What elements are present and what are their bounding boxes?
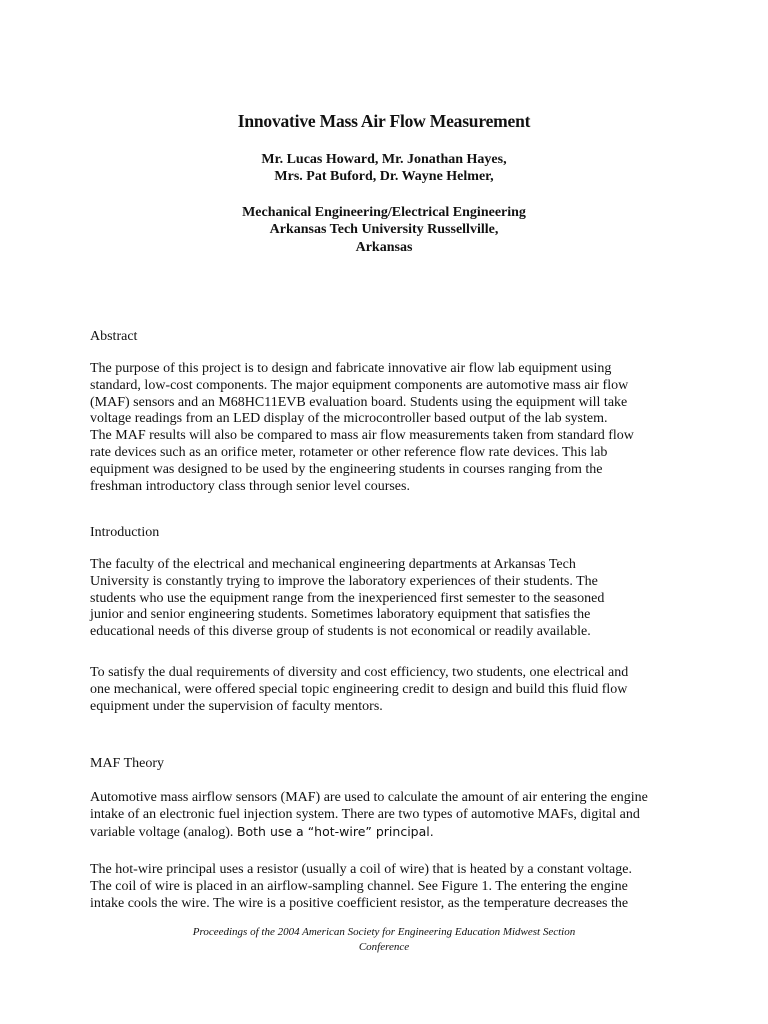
text-line: The faculty of the electrical and mechanical engineering departments at Arkansas Tech — [90, 557, 576, 572]
text-line: intake of an electronic fuel injection system. There are two types of automotive MAFs, digital and — [90, 806, 640, 822]
text-line: (MAF) sensors and an M68HC11EVB evaluation board. Students using the equipment will take — [90, 394, 628, 410]
paper-title: Innovative Mass Air Flow Measurement — [237, 111, 531, 131]
page-footer — [0, 925, 768, 955]
text-line: intake cools the wire. The wire is a positive coefficient resistor, as the temperature decreases the — [90, 895, 629, 911]
affiliation-line-3: Arkansas — [355, 240, 413, 255]
introduction-paragraph-1 — [90, 557, 690, 641]
text-line: The coil of wire is placed in an airflow-sampling channel. See Figure 1. The entering the engine — [90, 878, 628, 894]
abstract-paragraph — [90, 361, 690, 495]
text-line — [90, 824, 690, 842]
footer-line-1: Proceedings of the 2004 American Society for Engineering Education Midwest Section — [192, 926, 576, 938]
text-line: The hot-wire principal uses a resistor (usually a coil of wire) that is heated by a constant voltage. — [90, 862, 632, 877]
text-line: junior and senior engineering students. Sometimes laboratory equipment that satisfies the — [90, 607, 591, 623]
text-line: To satisfy the dual requirements of diversity and cost efficiency, two students, one electrical and — [90, 665, 629, 680]
affiliation-line-2: Arkansas Tech University Russellville, — [269, 222, 499, 237]
text-line: students who use the equipment range from the inexperienced first semester to the seasoned — [90, 590, 605, 606]
text-fragment: variable voltage (analog). — [90, 824, 237, 840]
introduction-heading: Introduction — [90, 525, 160, 540]
text-line: rate devices such as an orifice meter, rotameter or other reference flow rate devices. This lab — [90, 444, 608, 460]
text-line: freshman introductory class through senior level courses. — [90, 478, 410, 494]
authors-line-1: Mr. Lucas Howard, Mr. Jonathan Hayes, — [261, 152, 507, 167]
maf-theory-paragraph-1 — [90, 790, 690, 841]
text-line: one mechanical, were offered special topic engineering credit to design and build this fluid flow — [90, 681, 628, 697]
text-line: Automotive mass airflow sensors (MAF) are used to calculate the amount of air entering the engine — [90, 790, 648, 805]
text-fragment-sans: Both use a “hot-wire” principal. — [236, 823, 434, 839]
maf-theory-heading: MAF Theory — [90, 756, 165, 771]
text-line: educational needs of this diverse group of students is not economical or readily available. — [90, 624, 591, 640]
footer-line-2: Conference — [358, 941, 410, 953]
abstract-heading: Abstract — [90, 329, 138, 344]
text-line: equipment under the supervision of faculty mentors. — [90, 698, 383, 714]
introduction-paragraph-2 — [90, 665, 690, 715]
maf-theory-paragraph-2 — [90, 862, 690, 912]
text-line: voltage readings from an LED display of the microcontroller based output of the lab system. — [90, 411, 608, 427]
affiliation-line-1: Mechanical Engineering/Electrical Engineering — [242, 205, 526, 220]
text-line: The MAF results will also be compared to mass air flow measurements taken from standard flow — [90, 428, 634, 444]
authors-line-2: Mrs. Pat Buford, Dr. Wayne Helmer, — [274, 169, 494, 184]
text-line: The purpose of this project is to design and fabricate innovative air flow lab equipment using — [90, 361, 612, 376]
text-line: University is constantly trying to improve the laboratory experiences of their students. The — [90, 573, 598, 589]
text-line: standard, low-cost components. The major equipment components are automotive mass air flow — [90, 377, 629, 393]
text-line: equipment was designed to be used by the engineering students in courses ranging from the — [90, 461, 603, 477]
